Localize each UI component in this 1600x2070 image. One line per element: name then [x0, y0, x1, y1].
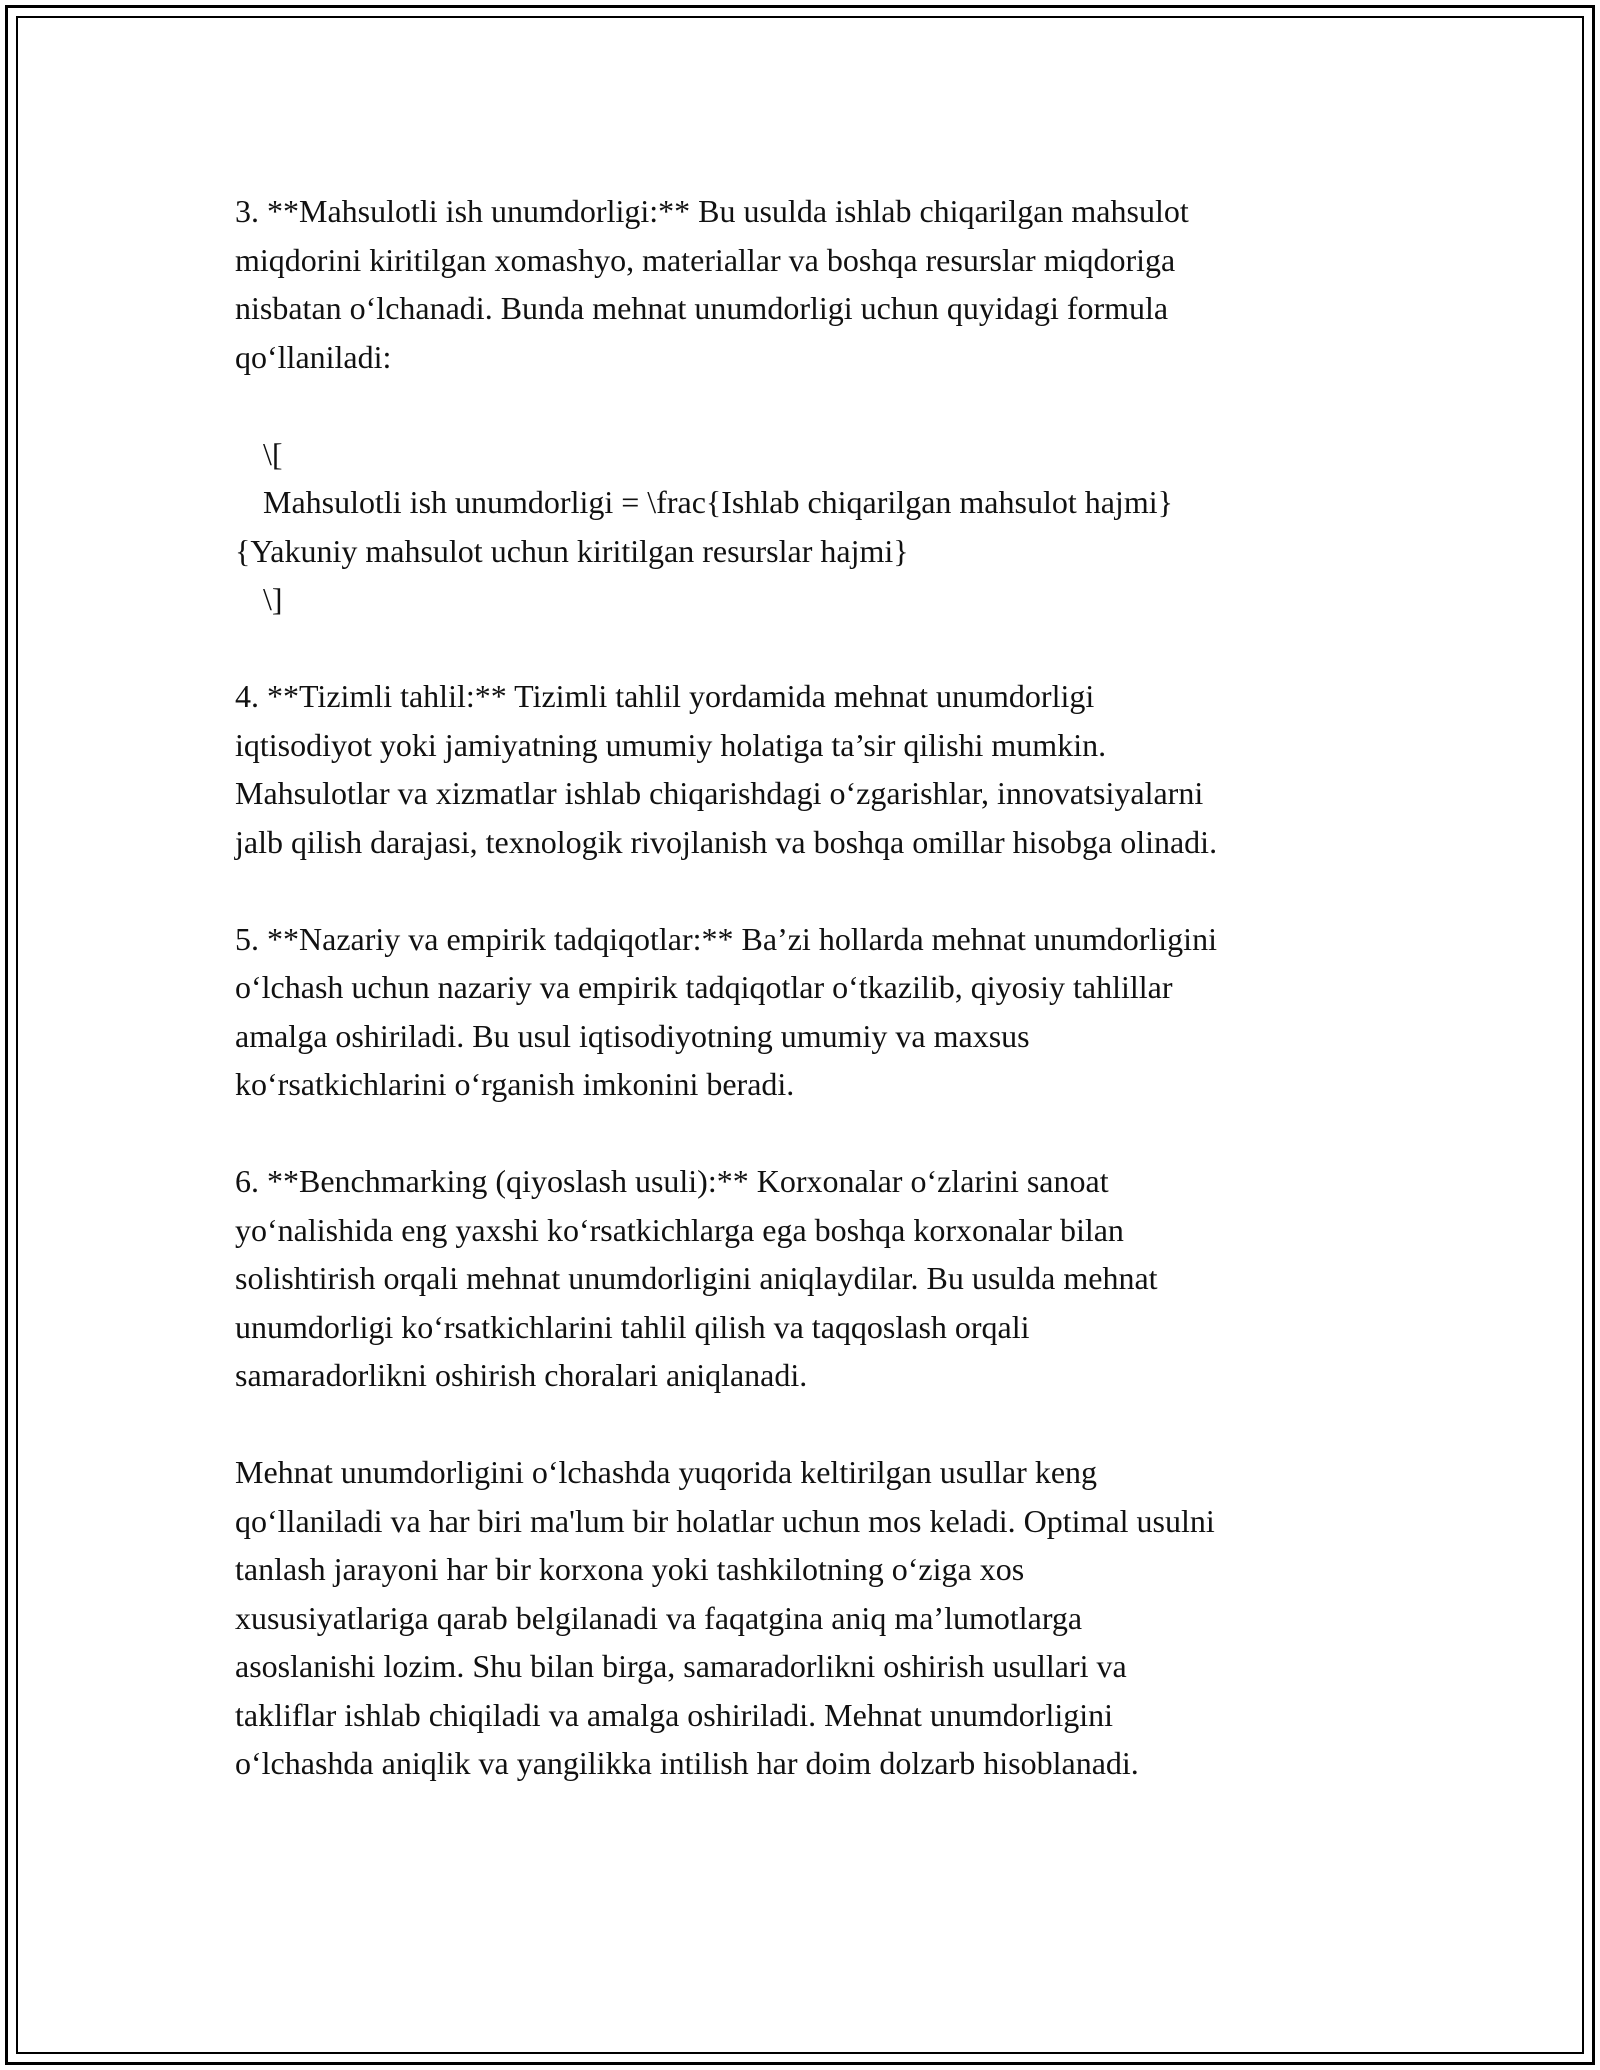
formula-block — [235, 430, 1370, 624]
text-line: 4. **Tizimli tahlil:** Tizimli tahlil yordamida mehnat unumdorligi — [235, 678, 1095, 714]
paragraph-item-5 — [235, 915, 1370, 1109]
text-line: xususiyatlariga qarab belgilanadi va faqatgina aniq ma’lumotlarga — [235, 1599, 1083, 1636]
paragraph-item-3 — [235, 187, 1370, 381]
text-line: yo‘nalishida eng yaxshi ko‘rsatkichlarga ega boshqa korxonalar bilan — [235, 1211, 1124, 1248]
text-line: iqtisodiyot yoki jamiyatning umumiy holatiga ta’sir qilishi mumkin. — [235, 726, 1107, 763]
text-line: miqdorini kiritilgan xomashyo, materiallar va boshqa resurslar miqdoriga — [235, 241, 1176, 278]
text-line: solishtirish orqali mehnat unumdorligini aniqlaydilar. Bu usulda mehnat — [235, 1260, 1158, 1296]
text-line: 5. **Nazariy va empirik tadqiqotlar:** Ba’zi hollarda mehnat unumdorligini — [235, 920, 1217, 957]
text-line: o‘lchashda aniqlik va yangilikka intilish har doim dolzarb hisoblanadi. — [235, 1745, 1139, 1781]
paragraph-item-4 — [235, 672, 1370, 866]
paragraph-conclusion — [235, 1448, 1370, 1788]
text-line: 3. **Mahsulotli ish unumdorligi:** Bu usulda ishlab chiqarilgan mahsulot — [235, 193, 1189, 229]
text-line: ko‘rsatkichlarini o‘rganish imkonini beradi. — [235, 1066, 795, 1102]
formula-body-line-1: Mahsulotli ish unumdorligi = \frac{Ishlab chiqarilgan mahsulot hajmi} — [263, 484, 1173, 520]
text-line: asoslanishi lozim. Shu bilan birga, samaradorlikni oshirish usullari va — [235, 1648, 1127, 1684]
text-line: o‘lchash uchun nazariy va empirik tadqiqotlar o‘tkazilib, qiyosiy tahlillar — [235, 969, 1173, 1005]
formula-body-line-2: {Yakuniy mahsulot uchun kiritilgan resurslar hajmi} — [235, 532, 909, 569]
text-line: 6. **Benchmarking (qiyoslash usuli):** Korxonalar o‘zlarini sanoat — [235, 1163, 1109, 1199]
paragraph-item-6 — [235, 1157, 1370, 1400]
text-line: Mehnat unumdorligini o‘lchashda yuqorida keltirilgan usullar keng — [235, 1454, 1098, 1490]
text-line: takliflar ishlab chiqiladi va amalga oshiriladi. Mehnat unumdorligini — [235, 1696, 1114, 1733]
text-line: qo‘llaniladi va har biri ma'lum bir holatlar uchun mos keladi. Optimal usulni — [235, 1502, 1215, 1539]
text-line: samaradorlikni oshirish choralari aniqlanadi. — [235, 1357, 808, 1393]
text-line: nisbatan o‘lchanadi. Bunda mehnat unumdorligi uchun quyidagi formula — [235, 290, 1169, 326]
formula-open: \[ — [263, 435, 283, 472]
text-line: Mahsulotlar va xizmatlar ishlab chiqarishdagi o‘zgarishlar, innovatsiyalarni — [235, 775, 1204, 811]
text-line: jalb qilish darajasi, texnologik rivojlanish va boshqa omillar hisobga olinadi. — [235, 823, 1218, 860]
formula-close: \] — [263, 581, 283, 617]
document-body — [235, 187, 1370, 1836]
text-line: amalga oshiriladi. Bu usul iqtisodiyotning umumiy va maxsus — [235, 1017, 1030, 1054]
text-line: unumdorligi ko‘rsatkichlarini tahlil qilish va taqqoslash orqali — [235, 1308, 1030, 1345]
text-line: tanlash jarayoni har bir korxona yoki tashkilotning o‘ziga xos — [235, 1551, 1025, 1587]
text-line: qo‘llaniladi: — [235, 338, 392, 375]
